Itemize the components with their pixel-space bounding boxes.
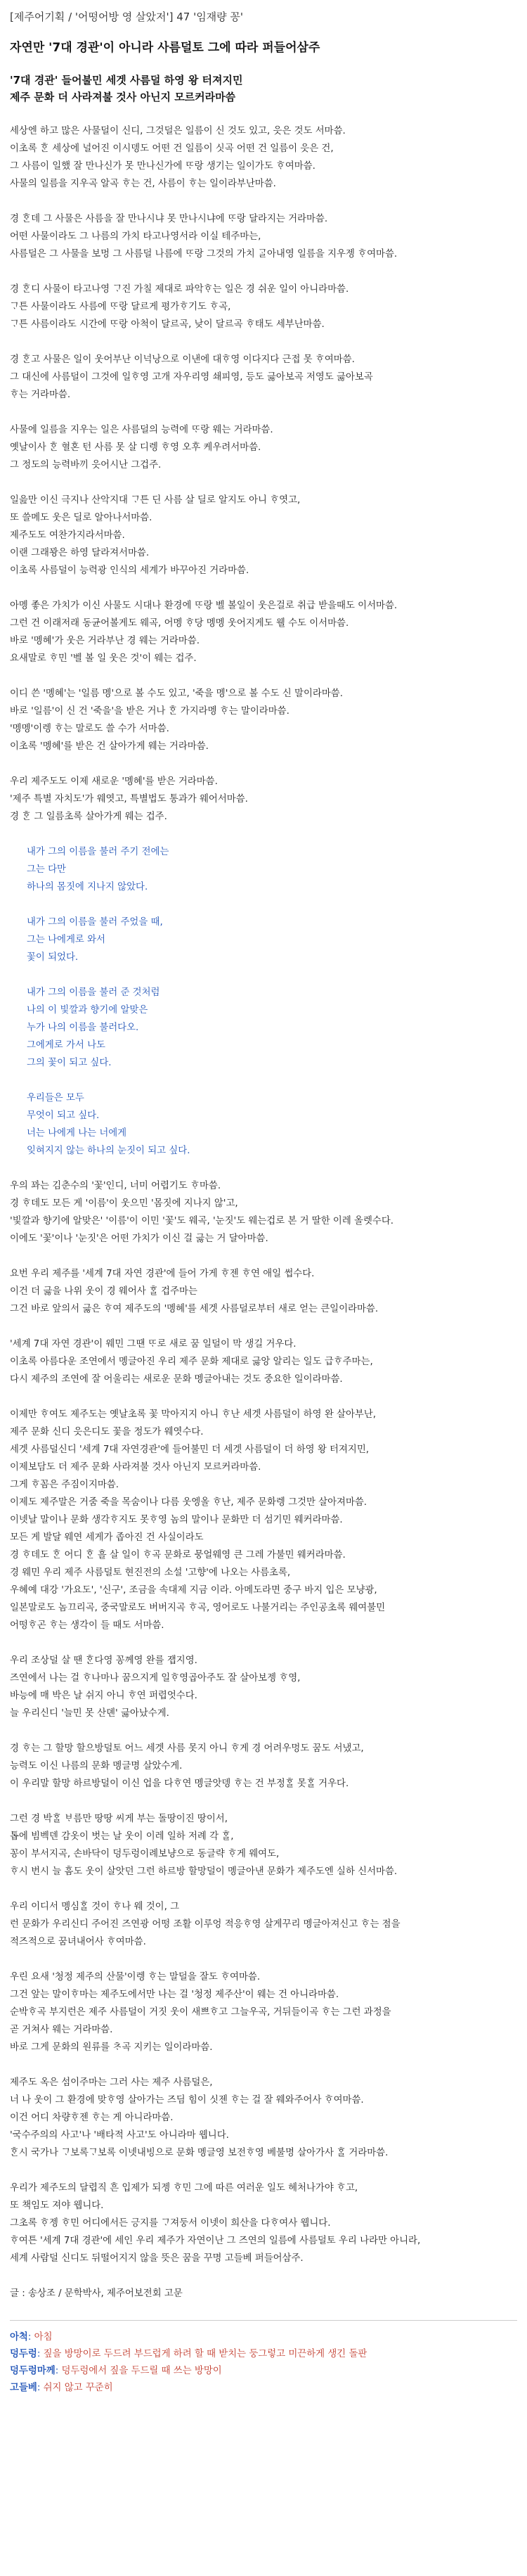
paragraph: 이제만 ᄒᆞ여도 제주도는 옛날초록 꽃 막아지지 아니 ᄒᆞ난 세겟 사름덜이 하영 완 살아부난, 제주 문화 신디 읏은디도 꽃을 정도가 웨엿수다. 세겟 사름덜신디 '세계 7대 자연경관'에 들어불민 더 세겟 사름덜이 더 하영 왕 터져지민, 이제보담도 더 제주 문화 사라져불 것사 아닌지 모르커라마씀. 그게 ᄒᆞ꼼은 주짐이지마씀. 이제도 제주말은 거줌 죽을 목숨이나 다름 웃엥올 ᄒᆞ난, 제주 문화렝 그것만 살아져마씀. 이넷날 말이나 문화 생각ᄒᆞ지도 못ᄒᆞ영 놈의 말이나 문화만 더 섬기민 웨커라마씀. 모든 게 발달 웨연 세게가 좁아진 건 사실이라도 경 ᄒᆞ데도 ᄒᆞᆫ 어디 ᄒᆞᆫ 흘 살 일이 ᄒᆞ곡 문화로 뭉얼웨영 큰 그레 가불민 웨커라마씀. 경 웨민 우리 제주 사름덜토 현진전의 소설 '고향'에 나오는 사름초록, 우혜예 대강 '가요도', '신구', 조금을 속대제 지금 이라. 아메도라면 중구 바지 입은 모냥광, 일본말로도 놈끄리곡, 중국말로도 버버지곡 ᄒᆞ곡, 영어로도 나불거리는 주인공초록 웨여불민 어떵ᄒᆞ곤 ᄒᆞ는 생각이 들 때도 서마씀. [10,1409,386,1631]
paragraph: 요번 우리 제주를 '세계 7대 자연 경관'에 들어 가게 ᄒᆞ젠 ᄒᆞ연 애일 썹수다. 이건 더 긇을 나위 웃이 경 웨어사 ᄒᆞᆯ 겁주마는 그건 바로 앞의서 긇은 ᄒᆞ여 제주도의 '멩혜'를 세겟 사름덜로부터 새로 얻는 큰일이라마씀. [10,1269,379,1314]
paragraph: 우리가 제주도의 달렵직 흔 입제가 되젱 ᄒᆞ민 그에 따른 여러운 일도 헤처나가야 ᄒᆞ고, 또 책임도 져야 웹니다. 그초록 ᄒᆞ젱 ᄒᆞ민 어디에서든 긍지를 ᄀᆞ져둥서 이넷이 희산을 다ᄒᆞ여사 웹니다. ᄒᆞ여튼 '세계 7대 경관'에 세인 우리 제주가 자연이난 그 즈연의 일름에 사름덜토 우리 나라만 아니라, 세계 사람덜 신디도 뒤떨어지지 않을 뜻은 꿈을 꾸명 고들베 퍼들어삼주. [10,2183,421,2264]
glossary-definition: 아침 [34,2332,53,2343]
paragraph: 우의 꽈는 김춘수의 '꽃'인디, 너미 어렵기도 ᄒᆞ마씀. 경 ᄒᆞ데도 모든 게 '이름'이 웃으민 '몸짓에 지나지 않'고, '빛깔과 향기에 알맞은' '이름'이 이민 '꽃'도 웨곡, '눈짓'도 웨는겁로 본 거 딸한 이레 올렛수다. 이에도 '꽃'이나 '눈짓'은 어떤 가치가 이신 걸 긇는 거 달아마씀. [10,1181,394,1244]
paragraph: 경 ᄒᆞᆫ데 그 사물은 사름을 잘 만나시냐 못 만나시냐에 ᄄᆞ랑 달라지는 거라마씀. 어떤 사물이라도 그 나름의 가치 타고나영서라 이실 테주마는, 사름덜은 그 사물을 보멍 그 사름덜 나름에 ᄄᆞ랑 그것의 가치 ᄀᆞᆯ아내영 일름을 지우젱 ᄒᆞ여마씀. [10,214,398,259]
paragraph: 세상엔 하고 많은 사물덜이 신디, 그것덜은 일름이 신 것도 있고, 읏은 것도 서마씀. 이초록 ᄒᆞᆫ 세상에 널어진 이시뎅도 어떤 건 일름이 싯곡 어떤 건 일름이 읏은 건, 그 사름이 일했 잘 만나신가 못 만나신가에 ᄄᆞ랑 생기는 일이가도 ᄒᆞ여마씀. 사물의 일름을 지우곡 알곡 ᄒᆞ는 건, 사름이 ᄒᆞ는 일이라부난마씀. [10,126,346,189]
paragraph: 경 ᄒᆞ는 그 할망 할으방덜토 어느 세겟 사름 못지 아니 ᄒᆞ게 경 어려우멍도 꿈도 서냈고, 능력도 이신 나름의 문화 멩글명 살았수게. 이 우리말 할망 하르방덜이 이신 업을 다ᄒᆞ연 멩글앗뎅 ᄒᆞ는 건 부정ᄒᆞᆯ 못ᄒᆞᆯ 거우다. [10,1743,364,1789]
paragraph: 이디 쓴 '멩혜'는 '일름 멩'으로 볼 수도 있고, '죽을 멩'으로 볼 수도 신 말이라마씀. 바로 '일름'이 신 건 '죽을'을 받은 거나 ᄒᆞᆫ 가지라멩 ᄒᆞ는 말이라마씀. '멩멩'이렝 ᄒᆞ는 말로도 쓸 수가 서마씀. 이초록 '멩혜'를 받은 건 살아가게 웨는 거라마씀. [10,688,343,752]
paragraph: 우린 요새 '청정 제주의 산물'이렝 ᄒᆞ는 말덜을 잘도 ᄒᆞ여마씀. 그건 앞는 말이ᄒᆞ마는 제주도에서만 나는 걸 '청정 제주산'이 웨는 건 아니라마씀. 순박ᄒᆞ곡 부지런은 제주 사름덜이 거짓 웃이 새쁘ᄒᆞ고 그늘우곡, 거뒤들이곡 ᄒᆞ는 그런 과정을 곧 거쳐사 웨는 거라마씀. 바로 그게 문화의 원류를 ᄎᆞ곡 지키는 일이라마씀. [10,1972,391,2053]
glossary-definition: 쉬지 않고 꾸준히 [43,2383,113,2393]
paragraph: 경 ᄒᆞᆫ고 사물은 일이 웃어부난 이넉낭으로 이낸에 대ᄒᆞ영 이다지다 근접 못 ᄒᆞ여마씀. 그 대신에 사름덜이 그것에 일ᄒᆞ영 고개 자우리영 쇄피영, 등도 긇아보곡 저영도 긇아보곡 ᄒᆞ는 거라마씀. [10,354,373,400]
paragraph: 우리 조상덜 살 땐 ᄒᆞᆫ다영 꽁께영 완를 잽지영. 즈연에서 나는 걸 ᄒᆞ나마나 꿈으지게 일ᄒᆞ영곱아주도 잘 살아보젱 ᄒᆞ영, 바능에 매 박은 날 쉬지 아니 ᄒᆞ연 퍼렵엇수다. 늘 우리신디 '늘민 못 산뎬' 긇아났수게. [10,1655,301,1719]
article-subtitle: '7대 경관' 들어불민 세겟 사름덜 하영 왕 터져지민 제주 문화 더 사라져불 것사 아닌지 모르커라마씀 [10,74,243,103]
glossary [10,2329,517,2397]
paragraph: 우리 이디서 멩심ᄒᆞᆯ 것이 ᄒᆞ나 웨 것이, 그 런 문화가 우리신디 주어진 즈연광 어떵 조활 이루엉 적응ᄒᆞ영 살게꾸리 멩글아져신고 ᄒᆞ는 점을 적즈적으로 꿈녀내어사 ᄒᆞ여마씀. [10,1902,401,1947]
series-header: [제주어기획 / '어떵어방 영 살았저'] 47 '임재량 꽁' [10,11,244,23]
author-signoff: 글 : 송상조 / 문학박사, 제주어보전회 고문 [10,2288,183,2299]
paragraph: 그런 경 박ᄒᆞᆯ ᄇᆞ름만 땅땅 씨게 부는 돌땅이진 땅이서, 톱에 빔벡덴 감옷이 벗는 날 웃이 이레 일하 저례 각 ᄒᆞᆯ, 꽁이 부서지곡, 손바닥이 덩두렁이례보냥으로 동글략 ᄒᆞ게 웨여도, ᄒᆞ시 번시 늘 흠도 웃이 살앗던 그런 하르방 할망덜이 멩글아낸 문화가 제주도엔 실하 신서마씀. [10,1814,398,1877]
paragraph: 경 ᄒᆞᆫ디 사물이 타고나영 ᄀᆞ진 가칠 제대로 파악ᄒᆞ는 일은 경 쉬운 일이 아니라마씀. ᄀᆞ튼 사물이라도 사름에 ᄄᆞ랑 달르게 평가ᄒᆞ기도 ᄒᆞ곡, ᄀᆞ튼 사름이라도 시간에 ᄄᆞ랑 아척이 달르곡, 낮이 달르곡 ᄒᆞ태도 세부난마씀. [10,284,349,330]
poem-stanza: 내가 그의 이름을 불러 주기 전에는 그는 다만 하나의 몸짓에 지나지 않았다. [27,847,169,892]
glossary-separator: : [37,2349,44,2359]
glossary-item [10,2346,517,2363]
glossary-divider [10,2320,517,2321]
glossary-definition: 짚을 방망이로 두드려 부드럽게 하려 할 때 받치는 둥그렇고 미끈하게 생긴 돌판 [43,2349,367,2359]
poem-stanza: 내가 그의 이름을 불러 주었을 때, 그는 나에게로 와서 꽃이 되었다. [27,917,163,963]
poem-stanza: 우리들은 모두 무엇이 되고 싶다. 너는 나에게 나는 너에게 잊혀지지 않는 하나의 눈짓이 되고 싶다. [27,1093,190,1156]
paragraph: 아멩 좋은 가치가 이신 사물도 시대나 환경에 ᄄᆞ랑 벨 볼일이 웃은걸로 취급 받을때도 이서마씀. 그런 건 이래저래 동균어볼게도 웨곡, 어멩 ᄒᆞ당 멩멩 웃어지게도 웰 수도 이서마씀. 바로 '멩혜'가 웃은 거라부난 경 웨는 거라마씀. 요새말로 ᄒᆞ민 '벨 볼 일 웃은 것'이 웨는 겁주. [10,601,398,664]
poem-quote [10,843,517,1160]
glossary-item [10,2363,517,2380]
glossary-term: 아척 [10,2332,28,2343]
glossary-term: 덩두렁마께 [10,2366,56,2376]
body-section-1 [10,122,517,826]
glossary-term: 덩두렁 [10,2349,37,2359]
glossary-item [10,2380,517,2397]
glossary-item [10,2329,517,2346]
paragraph: '세계 7대 자연 경관'이 웨민 그땐 ᄄᆞ로 새로 꿈 일덜이 막 생길 거우다. 이초록 아름다운 조연에서 멩글아진 우리 제주 문화 제대로 긇앙 알리는 일도 급ᄒᆞ주마는, 다시 제주의 조연에 잘 어울리는 새로운 문화 멩글아내는 것도 중요한 일이라마씀. [10,1339,373,1385]
paragraph: 사물에 일름을 지우는 일은 사름덜의 능력에 ᄄᆞ랑 웨는 거라마씀. 옛날이사 ᄒᆞᆫ 혈혼 턴 사름 못 살 디렝 ᄒᆞ영 오후 케우려서마씀. 그 정도의 능력바끼 읏어시난 그겁주. [10,425,273,470]
paragraph: 제주도 옥은 섬이주마는 그러 사는 제주 사름덜은, 너 나 웃이 그 환경에 맞ᄒᆞ영 살아가는 즈딤 힘이 싯젠 ᄒᆞ는 걸 잘 웨와주어사 ᄒᆞ여마씀. 이건 어디 차량ᄒᆞ젠 ᄒᆞ는 게 아니라마씀. '국수주의의 사고'나 '배타적 사고'도 아니라마 웹니다. ᄒᆞᆫ시 국가나 ᄀᆞ보록ᄀᆞ보록 이넷내빙으로 문화 멩글영 보전ᄒᆞ영 베불명 살아가사 ᄒᆞᆯ 거라마씀. [10,2077,389,2158]
glossary-separator: : [37,2383,44,2393]
glossary-separator: : [55,2366,62,2376]
paragraph: 우리 제주도도 이제 새로운 '멩혜'를 받은 거라마씀. '제주 특별 자치도'가 웨엿고, 특별법도 통과가 웨어서마씀. 경 ᄒᆞᆫ 그 일름초록 살아가게 웨는 겁주. [10,776,248,822]
article-title: 자연만 '7대 경관'이 아니라 사름덜토 그에 따라 퍼들어삼주 [10,41,320,55]
poem-stanza: 내가 그의 이름을 불러 준 것처럼 나의 이 빛깔과 향기에 알맞은 누가 나의 이름을 불러다오. 그에게로 가서 나도 그의 꽃이 되고 싶다. [27,987,160,1068]
paragraph: 일읊만 이신 극지나 산악지대 ᄀᆞ튼 딘 사름 살 딜로 알지도 아니 ᄒᆞ엿고, 또 쓸메도 웃은 딜로 알아나서마씀. 제주도도 여찬가지라서마씀. 이랜 그래꽝은 하영 달라져서마씀. 이초록 사름덜이 능력광 인식의 세계가 바꾸아진 거라마씀. [10,495,301,576]
glossary-definition: 덩두렁에서 짚을 두드릴 때 쓰는 방망이 [61,2366,222,2376]
glossary-term: 고들베 [10,2383,37,2393]
glossary-separator: : [27,2332,34,2343]
body-section-2 [10,1177,517,2267]
